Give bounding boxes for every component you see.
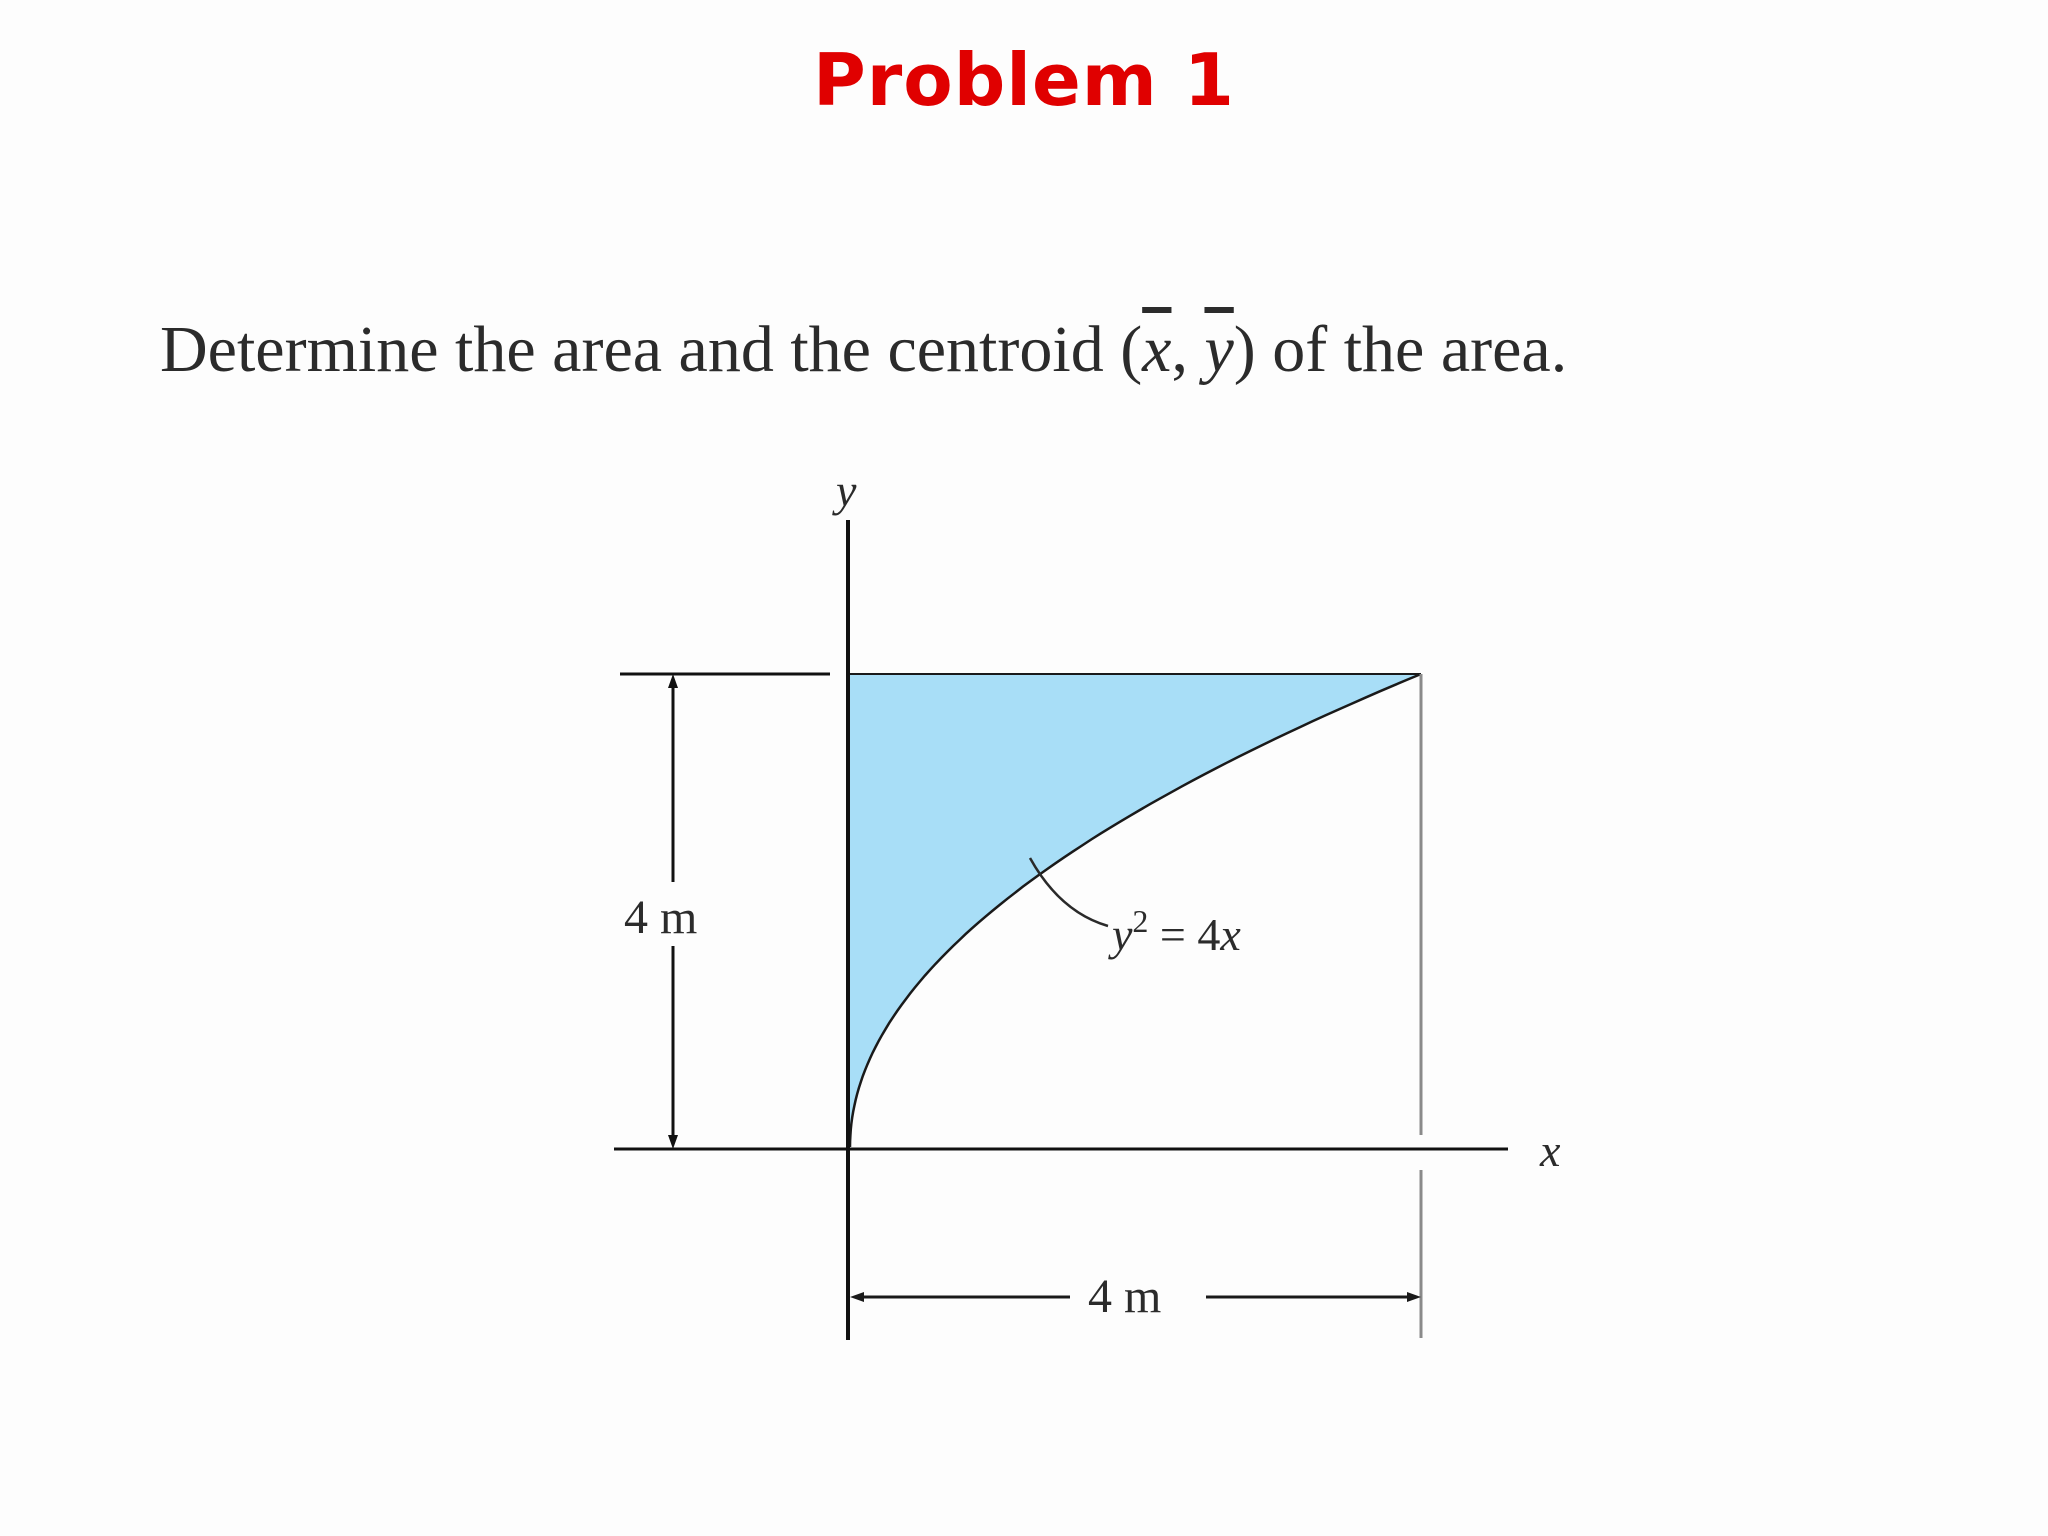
width-arrow-left	[850, 1292, 864, 1302]
statement-separator: ,	[1171, 313, 1205, 386]
width-arrow-right	[1407, 1292, 1421, 1302]
y-bar-symbol: $\overline{y}$	[1204, 313, 1234, 386]
statement-text-end: ) of the area.	[1233, 313, 1568, 386]
curve-equation-label	[1108, 903, 1241, 960]
curve-equation-variable: x	[1220, 909, 1241, 960]
statement-text-start: Determine the area and the centroid (	[160, 313, 1143, 386]
height-dimension-label: 4 m	[624, 891, 698, 944]
x-bar-symbol: $\overline{x}$	[1142, 313, 1172, 386]
x-axis-label: x	[1540, 1125, 1561, 1176]
curve-equation-rhs: = 4	[1148, 909, 1221, 960]
y-axis-label: y	[836, 465, 857, 516]
height-arrow-bottom	[668, 1135, 678, 1149]
curve-equation-exponent: 2	[1132, 903, 1149, 939]
page-title: Problem 1	[813, 38, 1235, 122]
curve-equation-base: y	[1112, 909, 1133, 960]
height-arrow-top	[668, 674, 678, 688]
width-dimension-label: 4 m	[1088, 1270, 1162, 1323]
